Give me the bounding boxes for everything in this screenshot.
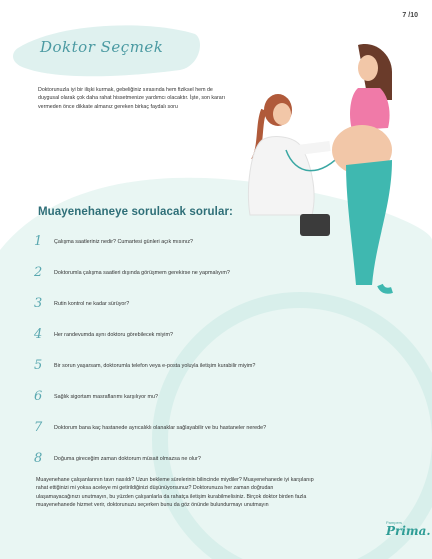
intro-paragraph: Doktorunuzla iyi bir ilişki kurmak, gebeliğiniz sırasında hem fiziksel hem de duygusal olarak çok daha rahat hissetmenize yardımcı olacaktır. İşte, son kararı vermeden önce dikkate almanız gereken birkaç faydalı soru — [38, 87, 225, 110]
question-number: 4 — [34, 327, 43, 342]
question-text: Çalışma saatleriniz nedir? Cumartesi günleri açık mısınız? — [54, 238, 194, 245]
question-text: Sağlık sigortam masraflarımı karşılıyor mu? — [54, 393, 158, 400]
question-number: 2 — [34, 265, 43, 280]
question-item — [34, 327, 173, 342]
question-text: Doktorumla çalışma saatleri dışında görüşmem gerekirse ne yapmalıyım? — [54, 269, 230, 276]
question-item — [34, 265, 230, 280]
question-number: 3 — [34, 296, 43, 311]
question-item — [34, 451, 201, 466]
question-number: 5 — [34, 358, 43, 373]
question-number: 1 — [34, 234, 43, 249]
page-title: Doktor Seçmek — [40, 38, 164, 56]
question-text: Doktorum bana kaç hastanede ayrıcalıklı olanaklar sağlayabilir ve bu hastaneler nerede? — [54, 424, 267, 431]
question-text: Doğuma gireceğim zaman doktorum müsait olmazsa ne olur? — [54, 455, 201, 462]
question-number: 7 — [34, 420, 43, 435]
outro-paragraph: Muayenehane çalışanlarının tavrı nasıldı? Uzun bekleme sürelerinin bilincinde miydiler? Muayenehanede iyi karşılanıp rahat ettiğinizi mi yoksa aceleye mi getirildiğinizi düşünüyorsunuz? Doktorunuza her zaman doğrudan ulaşamayacağınızı unutmayın, bu yüzden çalışanlarla da rahatça iletişim kurabilmelisiniz. Birçok doktor birden fazla muayenehanede hizmet verir, doktorunuzu seçerken bunu da göz önünde bulundurmayı unutmayın — [36, 477, 314, 509]
question-item — [34, 358, 255, 373]
page-number: 7 /10 — [402, 12, 418, 19]
logo-name: Prima. — [386, 524, 431, 538]
question-item — [34, 389, 158, 404]
question-number: 6 — [34, 389, 43, 404]
question-item — [34, 296, 129, 311]
question-text: Rutin kontrol ne kadar sürüyor? — [54, 300, 130, 307]
question-number: 8 — [34, 451, 43, 466]
section-title: Muayenehaneye sorulacak sorular: — [38, 206, 233, 218]
question-item — [34, 234, 193, 249]
question-text: Her randevumda aynı doktoru görebilecek miyim? — [54, 331, 173, 338]
question-item — [34, 420, 266, 435]
pampers-prima-logo — [386, 516, 431, 556]
logo-brand: Pampers — [386, 520, 403, 525]
question-text: Bir sorun yaşarsam, doktorumla telefon veya e-posta yoluyla iletişim kurabilir miyim? — [54, 362, 256, 369]
